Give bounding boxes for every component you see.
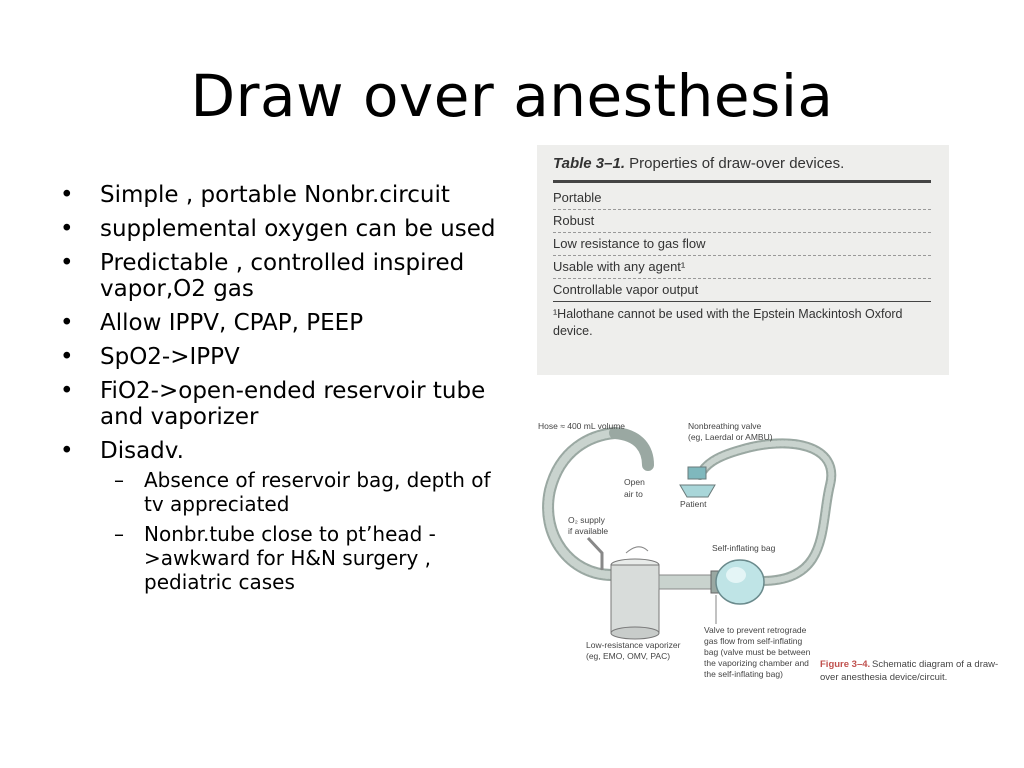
retrograde-label: gas flow from self-inflating	[704, 636, 803, 646]
figure-caption: Schematic diagram of a draw-	[872, 659, 999, 670]
o2-supply-label-sub: if available	[568, 526, 609, 536]
self-inflating-bag-icon	[716, 560, 764, 604]
table-row: Portable	[553, 187, 931, 210]
bullet-list	[58, 182, 508, 602]
patient-tube-inner	[700, 443, 831, 581]
table-row: Usable with any agent¹	[553, 256, 931, 279]
figure-caption: over anesthesia device/circuit.	[820, 672, 948, 683]
bag-label: Self-inflating bag	[712, 543, 776, 553]
hose-tube	[548, 433, 615, 575]
sub-bullet-item: – Nonbr.tube close to pt’head ->awkward for H&N surgery , pediatric cases	[100, 522, 508, 594]
table-footnote: ¹Halothane cannot be used with the Epstein Mackintosh Oxford device.	[553, 307, 903, 338]
bullet-item: • Predictable , controlled inspired vapor,O2 gas	[58, 250, 508, 302]
valve-label-sub: (eg, Laerdal or AMBU)	[688, 432, 773, 442]
open-air-label: Open	[624, 477, 645, 487]
patient-label: Patient	[680, 499, 707, 509]
figure-caption-label: Figure 3–4.	[820, 659, 871, 670]
bullet-item: • supplemental oxygen can be used	[58, 216, 508, 242]
valve-label: Nonbreathing valve	[688, 421, 762, 431]
bullet-item-disadv	[58, 438, 508, 594]
retrograde-label: the self-inflating bag)	[704, 669, 783, 679]
hose-label: Hose ≈ 400 mL volume	[538, 421, 626, 431]
bullet-item: • Allow IPPV, CPAP, PEEP	[58, 310, 508, 336]
retrograde-label: bag (valve must be between	[704, 647, 811, 657]
o2-supply-label: O₂ supply	[568, 515, 605, 525]
table-row: Low resistance to gas flow	[553, 233, 931, 256]
retrograde-label: the vaporizing chamber and	[704, 658, 809, 668]
retrograde-label: Valve to prevent retrograde	[704, 625, 807, 635]
open-air-label-sub: air to	[624, 489, 643, 499]
table-rule	[553, 180, 931, 183]
table-caption: Properties of draw-over devices.	[629, 155, 845, 172]
draw-over-circuit-diagram	[530, 405, 1010, 705]
table-title	[553, 155, 931, 172]
bullet-item: • SpO2->IPPV	[58, 344, 508, 370]
table-row: Controllable vapor output	[553, 279, 931, 302]
properties-table-image	[537, 145, 949, 375]
connector-tube	[659, 575, 711, 589]
vaporizer-icon	[611, 559, 659, 639]
bullet-item: • FiO2->open-ended reservoir tube and vaporizer	[58, 378, 508, 430]
bullet-item: • Simple , portable Nonbr.circuit	[58, 182, 508, 208]
vaporizer-label: Low-resistance vaporizer	[586, 640, 681, 650]
table-label: Table 3–1.	[553, 155, 625, 172]
sub-bullet-list	[100, 468, 508, 594]
arrow-icon	[626, 547, 648, 553]
reservoir-tube	[615, 433, 648, 465]
table-row: Robust	[553, 210, 931, 233]
sub-bullet-item: – Absence of reservoir bag, depth of tv appreciated	[100, 468, 508, 516]
nonbreathing-valve-icon	[680, 467, 715, 497]
bullet-text: Disadv.	[100, 438, 184, 464]
vaporizer-label-sub: (eg, EMO, OMV, PAC)	[586, 651, 671, 661]
slide-title: Draw over anesthesia	[190, 62, 834, 130]
